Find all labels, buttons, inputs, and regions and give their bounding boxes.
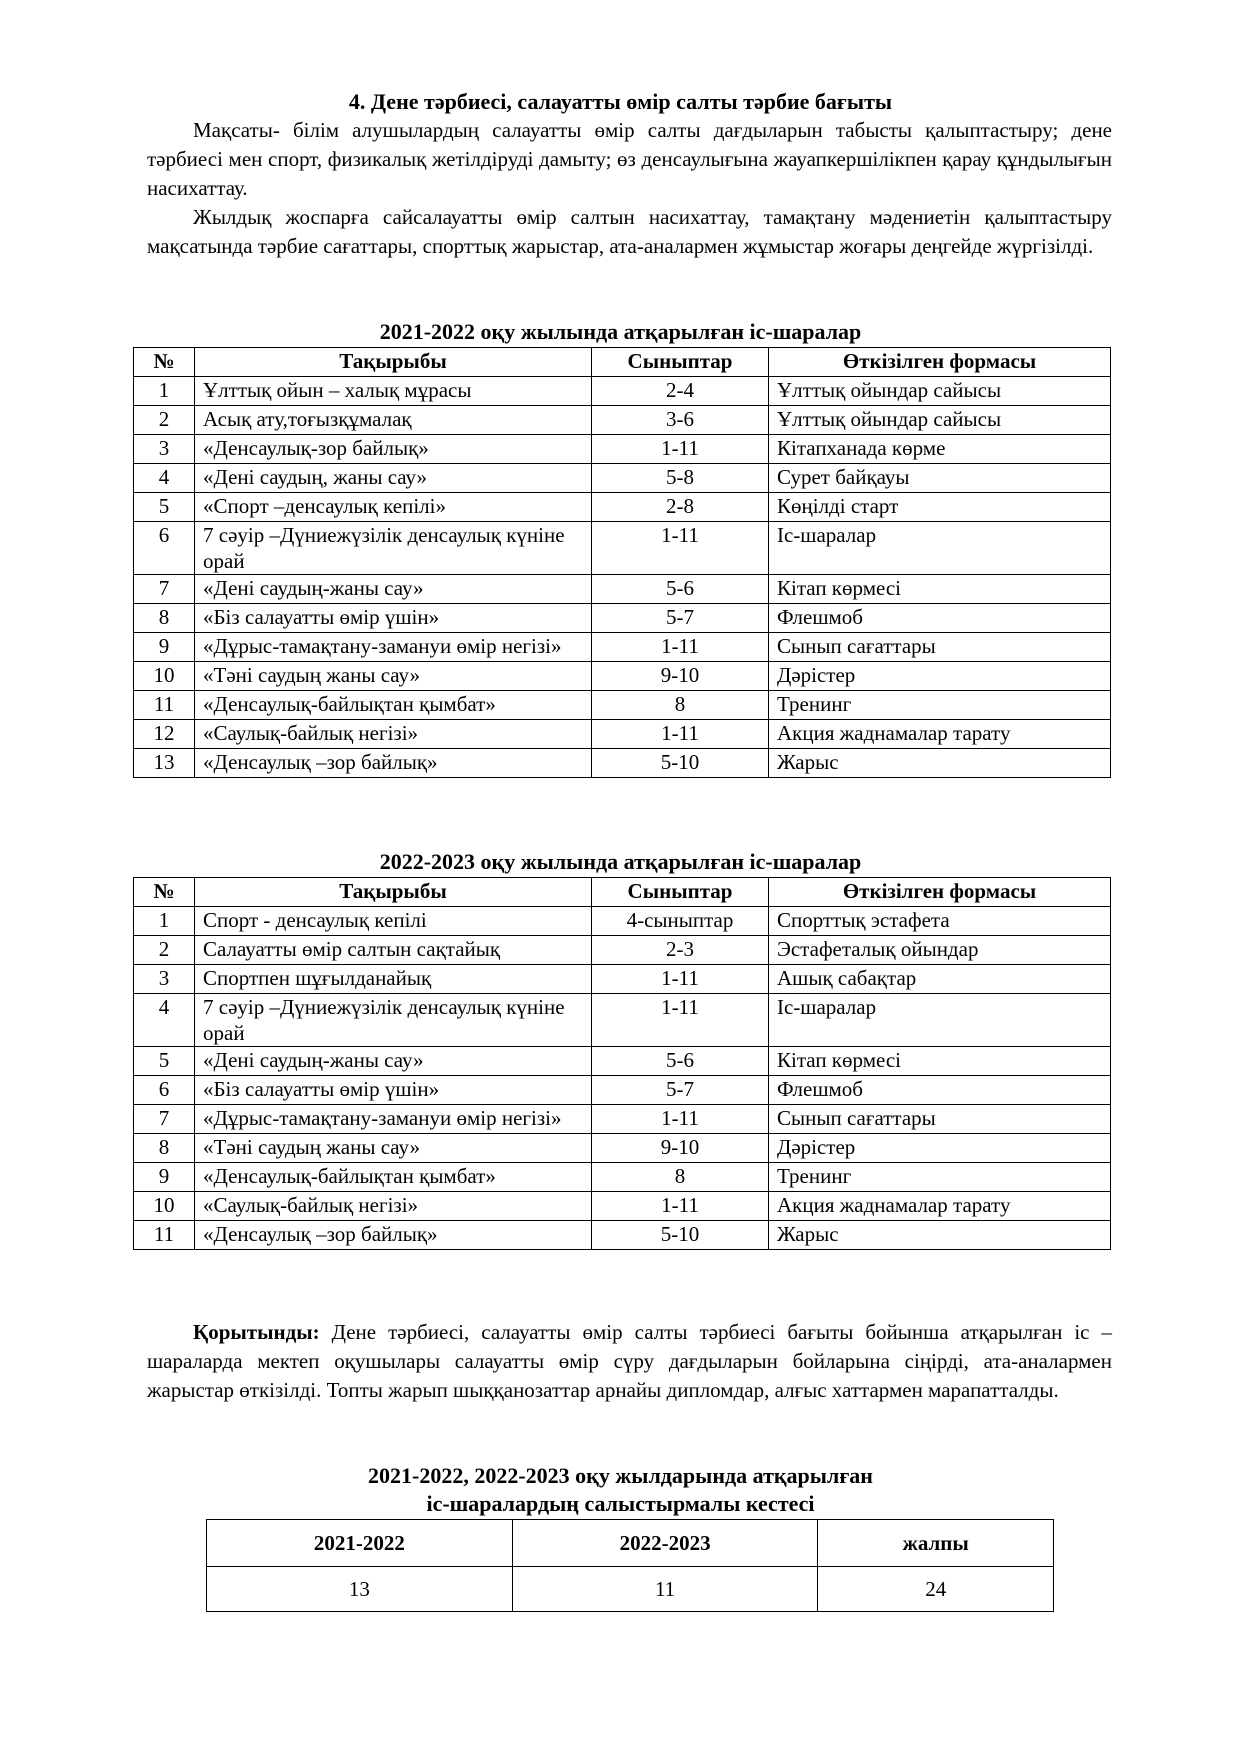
cell-number: 1 <box>134 377 195 406</box>
cell-topic: «Дені саудың-жаны сау» <box>195 575 592 604</box>
cell-format: Эстафеталық ойындар <box>769 936 1111 965</box>
conclusion-paragraph <box>147 1318 1112 1405</box>
cell-number: 4 <box>134 994 195 1047</box>
cell-number: 5 <box>134 493 195 522</box>
cell-number: 12 <box>134 720 195 749</box>
cell-topic: «Денсаулық –зор байлық» <box>195 749 592 778</box>
cell-number: 7 <box>134 1105 195 1134</box>
cell-format: Іс-шаралар <box>769 994 1111 1047</box>
cell-topic: «Дұрыс-тамақтану-замануи өмір негізі» <box>195 633 592 662</box>
table-row <box>134 691 1111 720</box>
section-title: 4. Дене тәрбиесі, салауатты өмір салты тәрбие бағыты <box>348 89 893 114</box>
cell-number: 2 <box>134 936 195 965</box>
table-row <box>134 377 1111 406</box>
cell-number: 10 <box>134 662 195 691</box>
cell-number: 2 <box>134 406 195 435</box>
table2-body <box>134 907 1111 1250</box>
summary-comparison-table <box>206 1519 1054 1612</box>
cell-number: 8 <box>134 604 195 633</box>
cell-classes: 5-6 <box>592 1047 769 1076</box>
table-row <box>134 1221 1111 1250</box>
summary-value-year2: 11 <box>512 1567 818 1612</box>
cell-topic: «Саулық-байлық негізі» <box>195 1192 592 1221</box>
summary-value-year1: 13 <box>207 1567 513 1612</box>
cell-format: Сурет байқауы <box>769 464 1111 493</box>
table-row <box>134 965 1111 994</box>
table1-body <box>134 377 1111 778</box>
summary-caption-line1: 2021-2022, 2022-2023 оқу жылдарында атқарылған <box>368 1463 873 1488</box>
cell-classes: 2-4 <box>592 377 769 406</box>
summary-header-total: жалпы <box>818 1520 1054 1567</box>
events-table-2021-2022 <box>133 347 1111 778</box>
cell-classes: 1-11 <box>592 1105 769 1134</box>
cell-topic: Спортпен шұғылданайық <box>195 965 592 994</box>
header-number: № <box>134 878 195 907</box>
cell-format: Флешмоб <box>769 604 1111 633</box>
table-row <box>134 1163 1111 1192</box>
table-row <box>134 406 1111 435</box>
table-row <box>134 936 1111 965</box>
cell-format: Дәрістер <box>769 1134 1111 1163</box>
cell-topic: «Денсаулық-байлықтан қымбат» <box>195 691 592 720</box>
summary-header-row <box>207 1520 1054 1567</box>
cell-format: Ашық сабақтар <box>769 965 1111 994</box>
cell-classes: 9-10 <box>592 1134 769 1163</box>
cell-classes: 9-10 <box>592 662 769 691</box>
cell-topic: «Біз салауатты өмір үшін» <box>195 604 592 633</box>
header-topic: Тақырыбы <box>195 878 592 907</box>
cell-topic: «Денсаулық –зор байлық» <box>195 1221 592 1250</box>
table2-caption: 2022-2023 оқу жылында атқарылған іс-шаралар <box>379 849 862 874</box>
cell-classes: 1-11 <box>592 522 769 575</box>
table-header-row <box>134 878 1111 907</box>
cell-format: Іс-шаралар <box>769 522 1111 575</box>
cell-classes: 1-11 <box>592 965 769 994</box>
cell-format: Флешмоб <box>769 1076 1111 1105</box>
cell-number: 8 <box>134 1134 195 1163</box>
cell-topic: Спорт - денсаулық кепілі <box>195 907 592 936</box>
cell-number: 1 <box>134 907 195 936</box>
cell-topic: Ұлттық ойын – халық мұрасы <box>195 377 592 406</box>
table-row <box>134 907 1111 936</box>
cell-format: Сынып сағаттары <box>769 633 1111 662</box>
table-row <box>134 464 1111 493</box>
table-row <box>134 1047 1111 1076</box>
table-row <box>134 1105 1111 1134</box>
cell-topic: Салауатты өмір салтын сақтайық <box>195 936 592 965</box>
conclusion-lead: Қорытынды: <box>193 1320 320 1344</box>
cell-topic: «Дені саудың, жаны сау» <box>195 464 592 493</box>
table-row <box>134 633 1111 662</box>
cell-format: Ұлттық ойындар сайысы <box>769 406 1111 435</box>
cell-format: Тренинг <box>769 691 1111 720</box>
cell-format: Тренинг <box>769 1163 1111 1192</box>
cell-number: 3 <box>134 965 195 994</box>
cell-topic: «Спорт –денсаулық кепілі» <box>195 493 592 522</box>
cell-classes: 4-сыныптар <box>592 907 769 936</box>
goal-paragraph: Мақсаты- білім алушылардың салауатты өмір салты дағдыларын табысты қалыптастыру; дене тәрбиесі мен спорт, физикалық жетілдіруді дамыту; өз денсаулығына жауапкершілікпен қарау құндылығын насихаттау. <box>147 118 1112 200</box>
cell-classes: 5-6 <box>592 575 769 604</box>
header-number: № <box>134 348 195 377</box>
table-row <box>134 720 1111 749</box>
cell-number: 6 <box>134 522 195 575</box>
cell-topic: «Дені саудың-жаны сау» <box>195 1047 592 1076</box>
table-row <box>134 575 1111 604</box>
cell-classes: 5-8 <box>592 464 769 493</box>
cell-classes: 5-10 <box>592 749 769 778</box>
summary-value-total: 24 <box>818 1567 1054 1612</box>
cell-topic: «Денсаулық-зор байлық» <box>195 435 592 464</box>
cell-format: Сынып сағаттары <box>769 1105 1111 1134</box>
summary-header-year2: 2022-2023 <box>512 1520 818 1567</box>
summary-header-year1: 2021-2022 <box>207 1520 513 1567</box>
cell-format: Акция жаднамалар тарату <box>769 720 1111 749</box>
cell-topic: «Денсаулық-байлықтан қымбат» <box>195 1163 592 1192</box>
cell-format: Спорттық эстафета <box>769 907 1111 936</box>
cell-classes: 5-7 <box>592 604 769 633</box>
table-row <box>134 493 1111 522</box>
cell-classes: 8 <box>592 1163 769 1192</box>
cell-number: 11 <box>134 1221 195 1250</box>
cell-classes: 1-11 <box>592 994 769 1047</box>
table-row <box>134 749 1111 778</box>
cell-number: 9 <box>134 633 195 662</box>
header-format: Өткізілген формасы <box>769 878 1111 907</box>
conclusion-text: Дене тәрбиесі, салауатты өмір салты тәрбиесі бағыты бойынша атқарылған іс –шараларда мектеп оқушылары салауатты өмір сүру дағдыларын бойларына сіңірді, ата-аналармен жарыстар өткізілді. Топты жарып шыққанозаттар арнайы дипломдар, алғыс хаттармен марапатталды. <box>147 1320 1112 1402</box>
cell-topic: «Тәні саудың жаны сау» <box>195 1134 592 1163</box>
cell-topic: «Саулық-байлық негізі» <box>195 720 592 749</box>
cell-format: Кітап көрмесі <box>769 575 1111 604</box>
cell-topic: 7 сәуір –Дүниежүзілік денсаулық күніне орай <box>195 994 592 1047</box>
table-row <box>134 662 1111 691</box>
plan-paragraph: Жылдық жоспарға сайсалауатты өмір салтын насихаттау, тамақтану мәдениетін қалыптастыру мақсатында тәрбие сағаттары, спорттық жарыстар, ата-аналармен жұмыстар жоғары деңгейде жүргізілді. <box>147 205 1112 258</box>
cell-format: Кітапханада көрме <box>769 435 1111 464</box>
cell-format: Ұлттық ойындар сайысы <box>769 377 1111 406</box>
cell-number: 7 <box>134 575 195 604</box>
cell-classes: 5-7 <box>592 1076 769 1105</box>
cell-format: Жарыс <box>769 749 1111 778</box>
cell-format: Жарыс <box>769 1221 1111 1250</box>
summary-caption-line2: іс-шаралардың салыстырмалы кестесі <box>426 1491 815 1516</box>
cell-format: Көңілді старт <box>769 493 1111 522</box>
cell-format: Кітап көрмесі <box>769 1047 1111 1076</box>
table-row <box>134 1192 1111 1221</box>
cell-topic: «Тәні саудың жаны сау» <box>195 662 592 691</box>
table-row <box>134 522 1111 575</box>
cell-classes: 8 <box>592 691 769 720</box>
cell-number: 10 <box>134 1192 195 1221</box>
cell-number: 9 <box>134 1163 195 1192</box>
table-row <box>134 1076 1111 1105</box>
cell-classes: 1-11 <box>592 633 769 662</box>
table-header-row <box>134 348 1111 377</box>
cell-classes: 5-10 <box>592 1221 769 1250</box>
cell-classes: 1-11 <box>592 720 769 749</box>
cell-topic: «Біз салауатты өмір үшін» <box>195 1076 592 1105</box>
cell-topic: 7 сәуір –Дүниежүзілік денсаулық күніне орай <box>195 522 592 575</box>
table-row <box>134 604 1111 633</box>
cell-format: Акция жаднамалар тарату <box>769 1192 1111 1221</box>
table-row <box>134 435 1111 464</box>
cell-classes: 1-11 <box>592 435 769 464</box>
cell-classes: 1-11 <box>592 1192 769 1221</box>
header-classes: Сыныптар <box>592 878 769 907</box>
events-table-2022-2023 <box>133 877 1111 1250</box>
cell-number: 4 <box>134 464 195 493</box>
header-format: Өткізілген формасы <box>769 348 1111 377</box>
cell-classes: 2-8 <box>592 493 769 522</box>
cell-number: 13 <box>134 749 195 778</box>
cell-format: Дәрістер <box>769 662 1111 691</box>
cell-topic: «Дұрыс-тамақтану-замануи өмір негізі» <box>195 1105 592 1134</box>
table-row <box>134 994 1111 1047</box>
cell-number: 3 <box>134 435 195 464</box>
cell-classes: 2-3 <box>592 936 769 965</box>
header-classes: Сыныптар <box>592 348 769 377</box>
cell-number: 6 <box>134 1076 195 1105</box>
summary-values-row <box>207 1567 1054 1612</box>
table1-caption: 2021-2022 оқу жылында атқарылған іс-шаралар <box>379 319 862 344</box>
cell-number: 5 <box>134 1047 195 1076</box>
cell-number: 11 <box>134 691 195 720</box>
cell-classes: 3-6 <box>592 406 769 435</box>
header-topic: Тақырыбы <box>195 348 592 377</box>
table-row <box>134 1134 1111 1163</box>
cell-topic: Асық ату,тоғызқұмалақ <box>195 406 592 435</box>
